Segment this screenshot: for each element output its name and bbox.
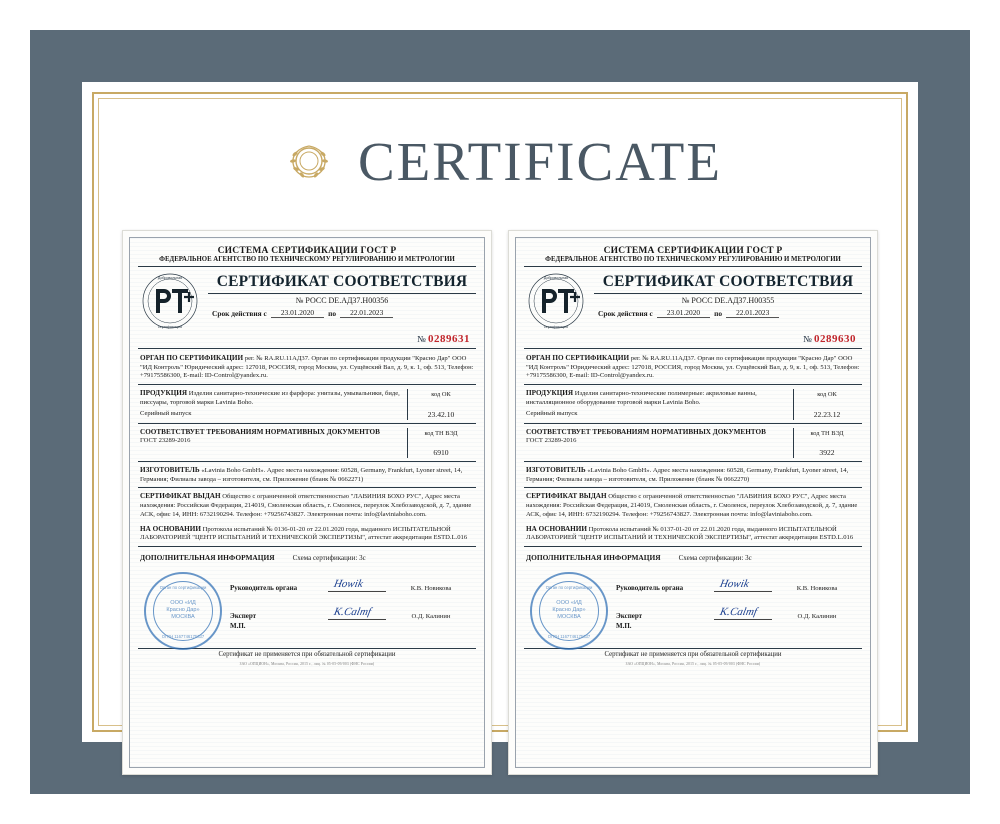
product-section-1 bbox=[138, 387, 476, 423]
footer-note-2: Сертификат не применяется при обязательной сертификации bbox=[524, 648, 862, 658]
validity-to-1: 22.01.2023 bbox=[340, 308, 393, 318]
signature-head-row-1 bbox=[230, 577, 470, 592]
certificate-document-2[interactable] bbox=[508, 230, 878, 775]
document-inner-1 bbox=[129, 237, 485, 768]
stamp-bottom-text-2: ОГРН 1167746175637 bbox=[547, 633, 591, 639]
stamp-bottom-text-1: ОГРН 1167746175637 bbox=[161, 633, 205, 639]
validity-to-2: 22.01.2023 bbox=[726, 308, 779, 318]
code-tnved-value-1: 6910 bbox=[433, 448, 449, 458]
additional-info-2 bbox=[524, 553, 862, 562]
signature-expert-row-2 bbox=[616, 605, 856, 620]
mp-label-2: М.П. bbox=[616, 621, 632, 630]
product-label-2: ПРОДУКЦИЯ bbox=[526, 389, 574, 398]
issued-to-section-2 bbox=[524, 490, 862, 522]
blank-label-2: № bbox=[803, 334, 812, 344]
sig-expert-name-2: О.Д. Калинин bbox=[797, 612, 837, 620]
documents-row bbox=[82, 230, 918, 775]
product-label-1: ПРОДУКЦИЯ bbox=[140, 389, 188, 398]
basis-text-1: Протокола испытаний № 0136-01-20 от 22.01.2020 года, выданного ИСПЫТАТЕЛЬНОЙ ЛАБОРАТОРИЕЙ "ЦЕНТР ИСПЫТАНИЙ И ТЕХНИЧЕСКОЙ ЭКСПЕРТИЗЫ", аттестат аккредитации ESTD.L.016 bbox=[140, 525, 468, 542]
additional-info-1 bbox=[138, 553, 476, 562]
organ-label-1: ОРГАН ПО СЕРТИФИКАЦИИ bbox=[140, 354, 244, 362]
conformity-text-2: ГОСТ 23289-2016 bbox=[526, 437, 577, 445]
sig-head-scribble-1: Howik bbox=[332, 577, 365, 590]
sig-expert-scribble-2: K.Calmf bbox=[718, 605, 759, 618]
basis-label-1: НА ОСНОВАНИИ bbox=[140, 524, 201, 533]
conformity-section-2 bbox=[524, 426, 862, 462]
product-section-2 bbox=[524, 387, 862, 423]
outer-frame bbox=[30, 30, 970, 794]
validity-row-2 bbox=[594, 308, 862, 318]
page-title: CERTIFICATE bbox=[358, 130, 722, 192]
manufacturer-section-2 bbox=[524, 464, 862, 488]
gost-r-emblem-icon bbox=[138, 271, 202, 331]
validity-to-label-2: по bbox=[714, 308, 723, 318]
manufacturer-section-1 bbox=[138, 464, 476, 488]
validity-label-2: Срок действия с bbox=[598, 308, 653, 318]
stamp-top-text-1: Орган по сертификации bbox=[159, 584, 207, 590]
sig-head-role-1: Руководитель органа bbox=[230, 583, 298, 592]
sig-head-role-2: Руководитель органа bbox=[616, 583, 684, 592]
organ-section-2 bbox=[524, 352, 862, 385]
organ-label-2: ОРГАН ПО СЕРТИФИКАЦИИ bbox=[526, 354, 630, 362]
official-stamp-icon-1 bbox=[144, 572, 222, 650]
divider-1a bbox=[138, 348, 476, 349]
signature-head-row-2 bbox=[616, 577, 856, 592]
validity-from-2: 23.01.2020 bbox=[657, 308, 710, 318]
stamp-center-text-1: ООО «ИД Красно Дар» МОСКВА bbox=[166, 599, 200, 620]
scheme-text-2: Схема сертификации: 3с bbox=[678, 553, 752, 562]
code-ok-label-2: код ОК bbox=[817, 391, 837, 399]
issued-to-text-1: Общество с ограниченной ответственностью "ЛАВИНИЯ БОХО РУС", Адрес места нахождения: Российская Федерация, 214019, Смоленская область, г. Смоленск, переулок Хлебозаводской, д. 7, здание АСК, офис 14, ИНН: 6732190294. Телефон: +79256743827. Электронная почта: info@laviniaboho.com. bbox=[140, 493, 472, 518]
organ-section-1 bbox=[138, 352, 476, 385]
basis-text-2: Протокола испытаний № 0137-01-20 от 22.01.2020 года, выданного ИСПЫТАТЕЛЬНОЙ ЛАБОРАТОРИЕЙ "ЦЕНТР ИСПЫТАНИЙ И ТЕХНИЧЕСКОЙ ЭКСПЕРТИЗЫ", аттестат аккредитации ESTD.L.016 bbox=[526, 525, 854, 542]
issued-to-text-2: Общество с ограниченной ответственностью "ЛАВИНИЯ БОХО РУС", Адрес места нахождения: Российская Федерация, 214019, Смоленская область, г. Смоленск, переулок Хлебозаводской, д. 7, здание АСК, офис 14, ИНН: 6732190294. Телефон: +79256743827. Электронная почта: info@laviniaboho.com. bbox=[526, 493, 858, 518]
laurel-wreath-seal-icon bbox=[278, 130, 340, 192]
basis-section-1 bbox=[138, 523, 476, 547]
sig-head-line-1 bbox=[328, 577, 386, 592]
agency-title-2: ФЕДЕРАЛЬНОЕ АГЕНТСТВО ПО ТЕХНИЧЕСКОМУ РЕГУЛИРОВАНИЮ И МЕТРОЛОГИИ bbox=[524, 256, 862, 267]
additional-label-1: ДОПОЛНИТЕЛЬНАЯ ИНФОРМАЦИЯ bbox=[140, 552, 275, 562]
scheme-text-1: Схема сертификации: 3с bbox=[292, 553, 366, 562]
system-title-1: СИСТЕМА СЕРТИФИКАЦИИ ГОСТ Р bbox=[217, 246, 397, 256]
certificate-number-1: № РОСС DE.АД37.Н00356 bbox=[295, 296, 389, 305]
sig-expert-name-1: О.Д. Калинин bbox=[411, 612, 451, 620]
manufacturer-text-1: «Lavinia Boho GmbH». Адрес места нахождения: 60528, Germany, Frankfurt, Lyoner street, 14, Германия; Филиалы завода – изготовителя, см. Приложение (бланк № 0662271) bbox=[140, 467, 463, 483]
sig-expert-role-2: Эксперт bbox=[616, 611, 643, 620]
signature-area-1 bbox=[138, 572, 476, 646]
certificate-document-1[interactable] bbox=[122, 230, 492, 775]
title-block-1 bbox=[138, 271, 476, 331]
stamp-top-text-2: Орган по сертификации bbox=[545, 584, 593, 590]
validity-row-1 bbox=[208, 308, 476, 318]
blank-number-2: 0289630 bbox=[814, 333, 856, 345]
organ-text-1: рег. № RA.RU.11АД37. Орган по сертификации продукции "Красно Дар" ООО "ИД Контроль" Юридический адрес: 127018, РОССИЯ, город Москва, ул. Сущёвский Вал, д. 9, к. 1, оф. 513, Телефон: +79175586300, E-mail: ID-Control@yandex.ru. bbox=[140, 355, 474, 380]
basis-section-2 bbox=[524, 523, 862, 547]
footer-note-1: Сертификат не применяется при обязательной сертификации bbox=[138, 648, 476, 658]
title-block-2 bbox=[524, 271, 862, 331]
manufacturer-label-1: ИЗГОТОВИТЕЛЬ bbox=[140, 466, 200, 475]
validity-from-1: 23.01.2020 bbox=[271, 308, 324, 318]
code-ok-value-1: 23.42.10 bbox=[427, 409, 455, 419]
issued-to-label-1: СЕРТИФИКАТ ВЫДАН bbox=[140, 492, 221, 501]
validity-label-1: Срок действия с bbox=[212, 308, 267, 318]
manufacturer-label-2: ИЗГОТОВИТЕЛЬ bbox=[526, 466, 586, 475]
sig-head-line-2 bbox=[714, 577, 772, 592]
code-tnved-label-2: код ТН ВЭД bbox=[810, 429, 844, 437]
sig-head-scribble-2: Howik bbox=[718, 577, 751, 590]
validity-to-label-1: по bbox=[328, 308, 337, 318]
certificate-number-2: № РОСС DE.АД37.Н00355 bbox=[681, 296, 775, 305]
svg-text:Добровольная: Добровольная bbox=[543, 276, 569, 280]
blank-number-row-2 bbox=[524, 333, 862, 345]
code-tnved-value-2: 3922 bbox=[819, 448, 835, 458]
certificate-name-2: СЕРТИФИКАТ СООТВЕТСТВИЯ bbox=[594, 273, 862, 294]
sig-expert-scribble-1: K.Calmf bbox=[332, 605, 373, 618]
sig-expert-role-1: Эксперт bbox=[230, 611, 257, 620]
title-right-1 bbox=[208, 271, 476, 318]
product-text-2: Изделия санитарно-технические полимерные: акриловые ванны, инсталляционное оборудование торговой марки Lavinia Boho. bbox=[526, 390, 757, 406]
blank-number-row-1 bbox=[138, 333, 476, 345]
serial-label-1: Серийный выпуск bbox=[140, 409, 192, 417]
sig-expert-line-2 bbox=[714, 605, 772, 620]
organ-text-2: рег. № RA.RU.11АД37. Орган по сертификации продукции "Красно Дар" ООО "ИД Контроль" Юридический адрес: 127018, РОССИЯ, город Москва, ул. Сущёвский Вал, д. 9, к. 1, оф. 513, Телефон: +79175586300, E-mail: ID-Control@yandex.ru. bbox=[526, 355, 860, 380]
additional-label-2: ДОПОЛНИТЕЛЬНАЯ ИНФОРМАЦИЯ bbox=[526, 552, 661, 562]
basis-label-2: НА ОСНОВАНИИ bbox=[526, 524, 587, 533]
mp-label-1: М.П. bbox=[230, 621, 246, 630]
blank-number-1: 0289631 bbox=[428, 333, 470, 345]
microtext-1: ЗАО «ОПЦИОН», Москва, Россия, 2015 г., лиц. № 05-05-09/003 (ФНС России) bbox=[239, 661, 375, 666]
svg-text:сертификация: сертификация bbox=[158, 325, 182, 329]
agency-title-1: ФЕДЕРАЛЬНОЕ АГЕНТСТВО ПО ТЕХНИЧЕСКОМУ РЕГУЛИРОВАНИЮ И МЕТРОЛОГИИ bbox=[138, 256, 476, 267]
code-ok-value-2: 22.23.12 bbox=[813, 409, 841, 419]
system-title-2: СИСТЕМА СЕРТИФИКАЦИИ ГОСТ Р bbox=[603, 246, 783, 256]
microtext-2: ЗАО «ОПЦИОН», Москва, Россия, 2015 г., лиц. № 05-05-09/003 (ФНС России) bbox=[625, 661, 761, 666]
svg-text:Добровольная: Добровольная bbox=[157, 276, 183, 280]
code-ok-label-1: код ОК bbox=[431, 391, 451, 399]
sig-head-name-2: К.В. Новикова bbox=[796, 584, 838, 592]
conformity-text-1: ГОСТ 23289-2016 bbox=[140, 437, 191, 445]
divider-2a bbox=[524, 348, 862, 349]
svg-text:сертификация: сертификация bbox=[544, 325, 568, 329]
gost-r-emblem-icon bbox=[524, 271, 588, 331]
sig-head-name-1: К.В. Новикова bbox=[410, 584, 452, 592]
blank-label-1: № bbox=[417, 334, 426, 344]
product-text-1: Изделия санитарно-технические из фарфора: унитазы, умывальники, биде, писсуары, торговой марки Lavinia Boho. bbox=[140, 390, 400, 406]
issued-to-section-1 bbox=[138, 490, 476, 522]
code-tnved-label-1: код ТН ВЭД bbox=[424, 429, 458, 437]
sig-expert-line-1 bbox=[328, 605, 386, 620]
conformity-label-2: СООТВЕТСТВУЕТ ТРЕБОВАНИЯМ НОРМАТИВНЫХ ДОКУМЕНТОВ bbox=[526, 427, 766, 436]
signature-area-2 bbox=[524, 572, 862, 646]
serial-label-2: Серийный выпуск bbox=[526, 409, 578, 417]
issued-to-label-2: СЕРТИФИКАТ ВЫДАН bbox=[526, 492, 607, 501]
title-right-2 bbox=[594, 271, 862, 318]
conformity-label-1: СООТВЕТСТВУЕТ ТРЕБОВАНИЯМ НОРМАТИВНЫХ ДОКУМЕНТОВ bbox=[140, 427, 380, 436]
conformity-section-1 bbox=[138, 426, 476, 462]
manufacturer-text-2: «Lavinia Boho GmbH». Адрес места нахождения: 60528, Germany, Frankfurt, Lyoner street, 14, Германия; Филиалы завода – изготовителя, см. Приложение (бланк № 0662270) bbox=[526, 467, 849, 483]
document-inner-2 bbox=[515, 237, 871, 768]
signature-rows-2 bbox=[616, 577, 856, 636]
stamp-center-text-2: ООО «ИД Красно Дар» МОСКВА bbox=[552, 599, 586, 620]
signature-expert-row-1 bbox=[230, 605, 470, 620]
inner-panel bbox=[82, 82, 918, 742]
official-stamp-icon-2 bbox=[530, 572, 608, 650]
certificate-name-1: СЕРТИФИКАТ СООТВЕТСТВИЯ bbox=[208, 273, 476, 294]
certificate-header bbox=[82, 130, 918, 192]
signature-rows-1 bbox=[230, 577, 470, 636]
